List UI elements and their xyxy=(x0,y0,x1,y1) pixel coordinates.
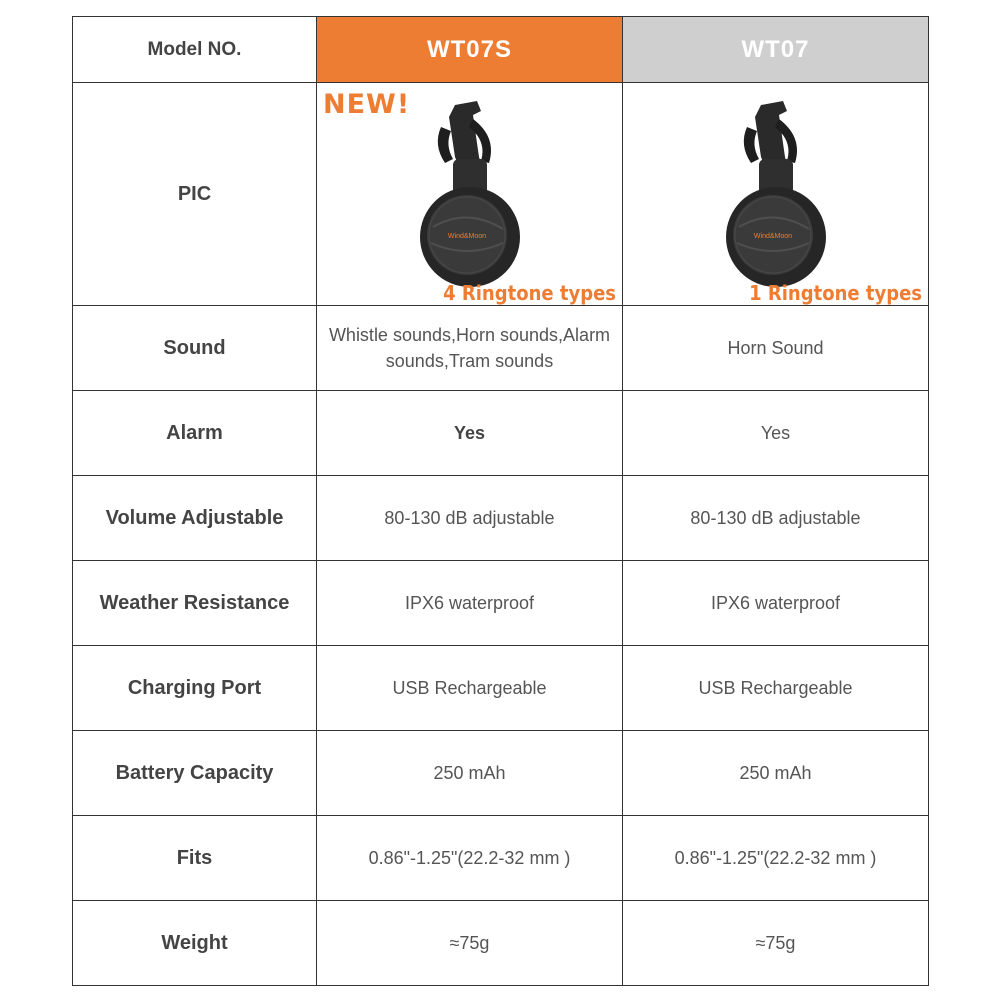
spec-label: Weight xyxy=(73,901,317,986)
spec-value-wt07: 0.86"-1.25"(22.2-32 mm ) xyxy=(623,816,929,901)
pic-row xyxy=(73,83,929,306)
spec-row-battery xyxy=(73,731,929,816)
spec-row-fits xyxy=(73,816,929,901)
spec-label: Sound xyxy=(73,306,317,391)
brand-logo-text: Wind&Moon xyxy=(753,233,792,240)
model-wt07-header: WT07 xyxy=(623,17,929,83)
spec-row-charging xyxy=(73,646,929,731)
spec-value-wt07: 250 mAh xyxy=(623,731,929,816)
spec-value-wt07s: USB Rechargeable xyxy=(317,646,623,731)
spec-label: Weather Resistance xyxy=(73,561,317,646)
spec-row-sound xyxy=(73,306,929,391)
spec-value-wt07: 80-130 dB adjustable xyxy=(623,476,929,561)
spec-comparison-table xyxy=(72,16,929,986)
spec-label: Alarm xyxy=(73,391,317,476)
spec-value-wt07: Horn Sound xyxy=(623,306,929,391)
spec-value-wt07s: 0.86"-1.25"(22.2-32 mm ) xyxy=(317,816,623,901)
spec-label: Volume Adjustable xyxy=(73,476,317,561)
bike-horn-image-wt07s xyxy=(415,97,525,287)
new-badge: NEW! xyxy=(323,89,411,120)
spec-value-wt07: ≈75g xyxy=(623,901,929,986)
spec-value-wt07s: 250 mAh xyxy=(317,731,623,816)
spec-value-wt07s: IPX6 waterproof xyxy=(317,561,623,646)
spec-label: Charging Port xyxy=(73,646,317,731)
spec-value-wt07s: Whistle sounds,Horn sounds,Alarm sounds,Tram sounds xyxy=(317,306,623,391)
pic-cell-wt07 xyxy=(623,83,929,306)
spec-value-wt07: Yes xyxy=(623,391,929,476)
model-wt07s-header: WT07S xyxy=(317,17,623,83)
spec-row-weather xyxy=(73,561,929,646)
spec-value-wt07s: Yes xyxy=(317,391,623,476)
pic-label: PIC xyxy=(73,83,317,306)
spec-row-weight xyxy=(73,901,929,986)
brand-logo-text: Wind&Moon xyxy=(447,233,486,240)
spec-label: Battery Capacity xyxy=(73,731,317,816)
spec-value-wt07s: ≈75g xyxy=(317,901,623,986)
ringtone-caption-wt07s: 4 Ringtone types xyxy=(443,281,616,305)
bike-horn-image-wt07 xyxy=(721,97,831,287)
spec-value-wt07: IPX6 waterproof xyxy=(623,561,929,646)
model-label: Model NO. xyxy=(73,17,317,83)
pic-cell-wt07s xyxy=(317,83,623,306)
spec-value-wt07s: 80-130 dB adjustable xyxy=(317,476,623,561)
spec-value-wt07: USB Rechargeable xyxy=(623,646,929,731)
spec-row-volume xyxy=(73,476,929,561)
ringtone-caption-wt07: 1 Ringtone types xyxy=(749,281,922,305)
spec-row-alarm xyxy=(73,391,929,476)
header-row xyxy=(73,17,929,83)
spec-label: Fits xyxy=(73,816,317,901)
